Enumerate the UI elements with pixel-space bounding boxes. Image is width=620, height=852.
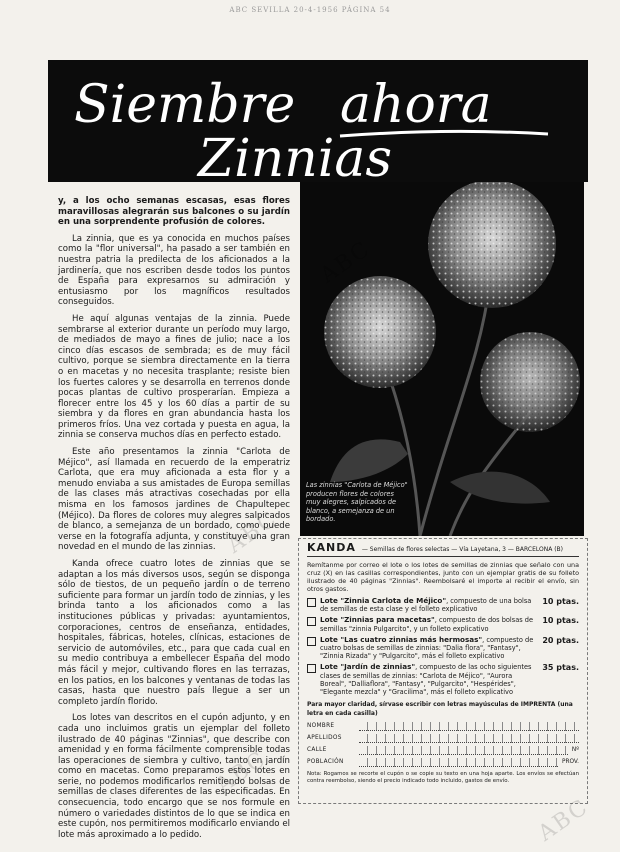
town-field[interactable] <box>359 758 558 767</box>
lot-description: , compuesto de las ocho siguientes clases de semillas de zinnias: "Carlota de Méjico", "Aurora Boreal", "Dalliaflora", "Fantasy", "Pulgarcito", "Hespérides", "Elegante mezcla" y "Gracilima", más el folleto explicativo <box>320 663 532 697</box>
lot-item[interactable] <box>307 663 579 696</box>
lot-item[interactable] <box>307 616 579 632</box>
field-label: APELLIDOS <box>307 735 342 742</box>
article-paragraph: Kanda ofrece cuatro lotes de zinnias que se adaptan a los más diversos usos, según se disponga sólo de tiestos, de un pequeño jardín o de terreno suficiente para formar un jardín todo de zinnias, y les brinda tanto a los aficionados como a las instituciones públicas y privadas: ayuntamientos, corporaciones, centros de enseñanza, entidades, hospitales, fábricas, hoteles, clínicas, estaciones de servicio de automóviles, etc., para que cada cual en su medio contribuya a embellecer España del modo más fácil y mejor, cultivando flores en las terrazas, en los patios, en los balcones y ventanas de todas las casas, hasta que nuestro país llegue a ser un completo jardín florido. <box>58 559 290 707</box>
article-paragraph: He aquí algunas ventajas de la zinnia. Puede sembrarse al exterior durante un período muy largo, de mediados de mayo a fines de julio; nace a los cinco días escasos de sembrada; es de muy fácil cultivo, porque se siembra directamente en la tierra o en macetas y no necesita trasplante; resiste bien los fuertes calores y se desarrolla en terrenos donde pocas plantas de cultivo prosperarían. Empieza a florecer entre los 45 y los 60 días a partir de su siembra y da flores en gran abundancia hasta los primeros fríos. Una vez cortada y puesta en agua, la zinnia se conserva muchos días en perfecto estado. <box>58 313 290 441</box>
lot-checkbox[interactable] <box>307 637 316 646</box>
lot-price: 35 ptas. <box>542 663 579 673</box>
form-row-town[interactable] <box>307 757 579 768</box>
page-header: ABC SEVILLA 20-4-1956 PÁGINA 54 <box>229 6 391 14</box>
lot-name: Lote "Jardín de zinnias" <box>320 662 416 672</box>
lot-name: Lote "Zinnias para macetas" <box>320 615 435 625</box>
number-label: Nº <box>571 747 579 754</box>
form-row-street[interactable] <box>307 745 579 756</box>
surname-field[interactable] <box>359 734 579 743</box>
form-instructions: Para mayor claridad, sírvase escribir con letras mayúsculas de IMPRENTA (una letra en cada casilla) <box>307 701 573 718</box>
lot-name: Lote "Zinnia Carlota de Méjico" <box>320 596 447 605</box>
order-coupon[interactable] <box>298 538 588 804</box>
title-lettering <box>48 60 588 182</box>
lot-item[interactable] <box>307 597 579 613</box>
coupon-header <box>307 543 579 557</box>
lot-description: , compuesto de una bolsa de semillas de esta clase y el folleto explicativo <box>320 597 532 614</box>
abc-watermark: ABC <box>222 506 283 559</box>
title-word-ahora: ahora <box>340 75 492 135</box>
zinnia-photo <box>300 182 584 536</box>
lot-item[interactable] <box>307 636 579 661</box>
article-body <box>58 196 290 846</box>
street-field[interactable] <box>359 746 568 755</box>
coupon-intro: Remítanme por correo el lote o los lotes de semillas de zinnias que señalo con una cruz (X) en las casillas correspondientes, junto con un ejemplar gratis de su folleto ilustrado de 40 páginas "Zinnias". Reembolsaré el importe al recibir el envío, sin otros gastos. <box>307 561 579 593</box>
coupon-footnote: Nota: Rogamos se recorte el cupón o se copie su texto en una hoja aparte. Los envíos se efectúan contra reembolso, siendo el precio indicado todo incluido, gastos de envío. <box>307 771 579 785</box>
article-paragraph: Este año presentamos la zinnia "Carlota de Méjico", así llamada en recuerdo de la emperatriz Carlota, que era muy aficionada a esta flor y a menudo enviaba a sus amistades de Europa semillas de las clases más atractivas cosechadas por ella misma en los famosos jardines de Chapultepec (Méjico). Da flores de colores muy alegres salpicados de blanco, a semejanza de un bordado, como puede verse en la fotografía adjunta, y constituye una gran novedad en el mundo de las zinnias. <box>58 447 290 553</box>
title-banner <box>48 60 588 182</box>
photo-caption: Las zinnias "Carlota de Méjico" producen flores de colores muy alegres, salpicados de blanco, a semejanza de un bordado. <box>306 481 408 524</box>
article-paragraph: La zinnia, que es ya conocida en muchos países como la "flor universal", ha pasado a ser también en nuestra patria la predilecta de los aficionados a la jardinería, que nos escriben desde todos los puntos de España para expresarnos su admiración y entusiasmo por los magníficos resultados conseguidos. <box>58 233 290 308</box>
lot-checkbox[interactable] <box>307 598 316 607</box>
abc-watermark: ABC <box>211 746 272 799</box>
field-label: POBLACIÓN <box>307 759 344 766</box>
lot-price: 20 ptas. <box>542 635 579 645</box>
brand-name: KANDA <box>307 541 356 554</box>
abc-watermark: ABC <box>533 794 594 847</box>
lot-name: Lote "Las cuatro zinnias más hermosas" <box>320 634 483 644</box>
lot-checkbox[interactable] <box>307 664 316 673</box>
name-field[interactable] <box>359 722 579 731</box>
field-label: NOMBRE <box>307 723 335 730</box>
lot-price: 10 ptas. <box>542 597 579 606</box>
field-label: CALLE <box>307 747 327 754</box>
article-lead: y, a los ocho semanas escasas, esas flores maravillosas alegrarán sus balcones o su jardín en una sorprendente profusión de colores. <box>58 196 290 228</box>
lot-checkbox[interactable] <box>307 617 316 626</box>
title-word-siembre: Siembre <box>74 75 296 135</box>
article-paragraph: Los lotes van descritos en el cupón adjunto, y en cada uno incluimos gratis un ejemplar del folleto ilustrado de 40 páginas "Zinnias", que describe con amenidad y en forma fácilmente comprensible todas las operaciones de siembra y cultivo, tanto en jardín como en macetas. Como preparamos estos lotes en serie, no podemos modificarlos remitiendo bolsas de semillas de clases diferentes de las especificadas. En consecuencia, todo encargo que se nos formule en número o variedades distintos de lo que se indica en este cupón, nos permitiremos modificarlo enviando el lote más aproximado a lo pedido. <box>58 713 290 840</box>
title-word-zinnias: Zinnias <box>198 129 393 182</box>
lot-description: , compuesto de cuatro bolsas de semillas de zinnias: "Dalia flora", "Fantasy", "Zinnia Rizada" y "Pulgarcito", más el folleto explicativo <box>320 635 534 661</box>
brand-address: — Semillas de flores selectas — Vía Layetana, 3 — BARCELONA (B) <box>361 546 564 553</box>
lot-description: , compuesto de dos bolsas de semillas "zinnia Pulgarcito", y un folleto explicativo <box>320 616 534 633</box>
lot-price: 10 ptas. <box>542 616 579 626</box>
form-row-surname[interactable] <box>307 733 579 744</box>
form-row-name[interactable] <box>307 721 579 732</box>
province-label: PROV. <box>561 759 579 766</box>
